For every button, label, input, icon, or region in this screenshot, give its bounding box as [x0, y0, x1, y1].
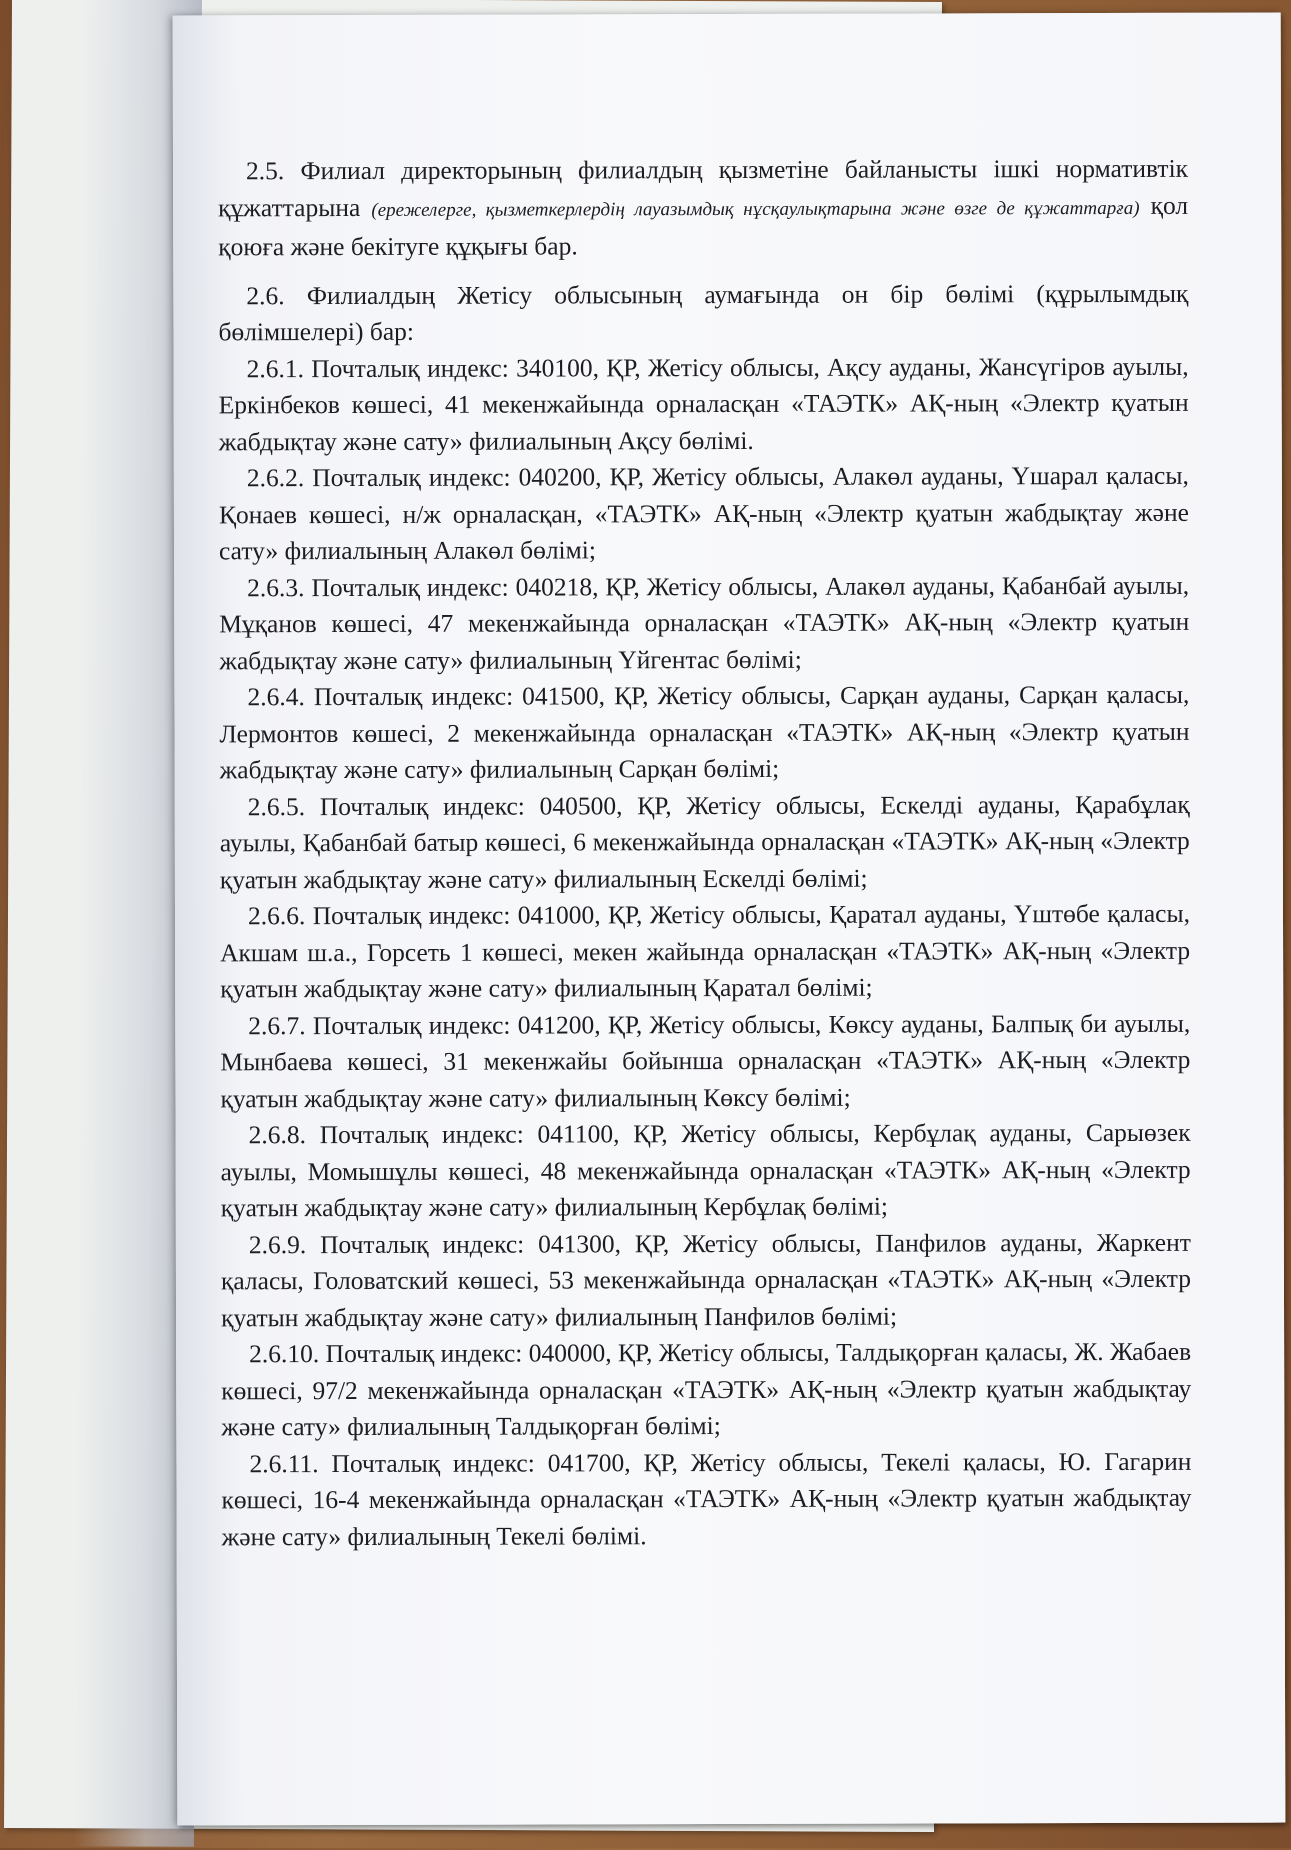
paragraph-2-5-italic: (ережелерге, қызметкерлердің лауазымдық нұсқаулықтарына және өзге де құжаттарға) [371, 197, 1140, 221]
paragraph-2-5 [218, 151, 1188, 266]
document-body [218, 151, 1192, 1556]
paragraph-2-5-tail: қол қоюға және бекітуге құқығы бар. [218, 190, 1189, 262]
paragraph-2-6-8: 2.6.8. Почталық индекс: 041100, ҚР, Жетісу облысы, Кербұлақ ауданы, Сарыөзек ауылы, Момышұлы көшесі, 48 мекенжайында орналасқан «ТАЭТК» АҚ-ның «Электр қуатын жабдықтау және сату» филиалының Кербұлақ бөлімі; [220, 1117, 1191, 1223]
paragraph-2-6-4: 2.6.4. Почталық индекс: 041500, ҚР, Жетісу облысы, Сарқан ауданы, Сарқан қаласы, Лермонтов көшесі, 2 мекенжайында орналасқан «ТАЭТК» АҚ-ның «Электр қуатын жабдықтау және сату» филиалының Сарқан бөлімі; [219, 679, 1190, 785]
paragraph-2-6-10: 2.6.10. Почталық индекс: 040000, ҚР, Жетісу облысы, Талдықорған қаласы, Ж. Жабаев көшесі, 97/2 мекенжайында орналасқан «ТАЭТК» АҚ-ның «Электр қуатын жабдықтау және сату» филиалының Талдықорған бөлімі; [221, 1336, 1192, 1442]
paragraph-2-6-1: 2.6.1. Почталық индекс: 340100, ҚР, Жетісу облысы, Ақсу ауданы, Жансүгіров ауылы, Еркінбеков көшесі, 41 мекенжайында орналасқан «ТАЭТК» АҚ-ның «Электр қуатын жабдықтау және сату» филиалының Ақсу бөлімі. [218, 351, 1189, 456]
paragraph-2-6-11: 2.6.11. Почталық индекс: 041700, ҚР, Жетісу облысы, Текелі қаласы, Ю. Гагарин көшесі, 16-4 мекенжайында орналасқан «ТАЭТК» АҚ-ның «Электр қуатын жабдықтау және сату» филиалының Текелі бөлімі. [221, 1446, 1192, 1551]
paragraph-2-6-9: 2.6.9. Почталық индекс: 041300, ҚР, Жетісу облысы, Панфилов ауданы, Жаркент қаласы, Головатский көшесі, 53 мекенжайында орналасқан «ТАЭТК» АҚ-ның «Электр қуатын жабдықтау және сату» филиалының Панфилов бөлімі; [220, 1227, 1191, 1332]
paragraph-2-6: 2.6. Филиалдың Жетісу облысының аумағында он бір бөлімі (құрылымдық бөлімшелері) бар: [218, 278, 1189, 347]
paragraph-2-6-7: 2.6.7. Почталық индекс: 041200, ҚР, Жетісу облысы, Көксу ауданы, Балпық би ауылы, Мынбаева көшесі, 31 мекенжайы бойынша орналасқан «ТАЭТК» АҚ-ның «Электр қуатын жабдықтау және сату» филиалының Көксу бөлімі; [220, 1008, 1191, 1113]
document-page [173, 13, 1286, 1826]
paragraph-2-6-3: 2.6.3. Почталық индекс: 040218, ҚР, Жетісу облысы, Алакөл ауданы, Қабанбай ауылы, Мұқанов көшесі, 47 мекенжайында орналасқан «ТАЭТК» АҚ-ның «Электр қуатын жабдықтау және сату» филиалының Үйгентас бөлімі; [219, 570, 1190, 675]
paragraph-2-5-lead: 2.5. Филиал директорының филиалдың қызметіне байланысты ішкі нормативтік құжаттарына [218, 153, 1189, 222]
paragraph-2-6-5: 2.6.5. Почталық индекс: 040500, ҚР, Жетісу облысы, Ескелді ауданы, Қарабұлақ ауылы, Қабанбай батыр көшесі, 6 мекенжайында орналасқан «ТАЭТК» АҚ-ның «Электр қуатын жабдықтау және сату» филиалының Ескелді бөлімі; [219, 789, 1190, 894]
paragraph-2-6-6: 2.6.6. Почталық индекс: 041000, ҚР, Жетісу облысы, Қаратал ауданы, Үштөбе қаласы, Акшам ш.а., Горсеть 1 көшесі, мекен жайында орналасқан «ТАЭТК» АҚ-ның «Электр қуатын жабдықтау және сату» филиалының Қаратал бөлімі; [220, 898, 1191, 1004]
paragraph-2-6-2: 2.6.2. Почталық индекс: 040200, ҚР, Жетісу облысы, Алакөл ауданы, Үшарал қаласы, Қонаев көшесі, н/ж орналасқан, «ТАЭТК» АҚ-ның «Электр қуатын жабдықтау және сату» филиалының Алакөл бөлімі; [218, 460, 1189, 566]
